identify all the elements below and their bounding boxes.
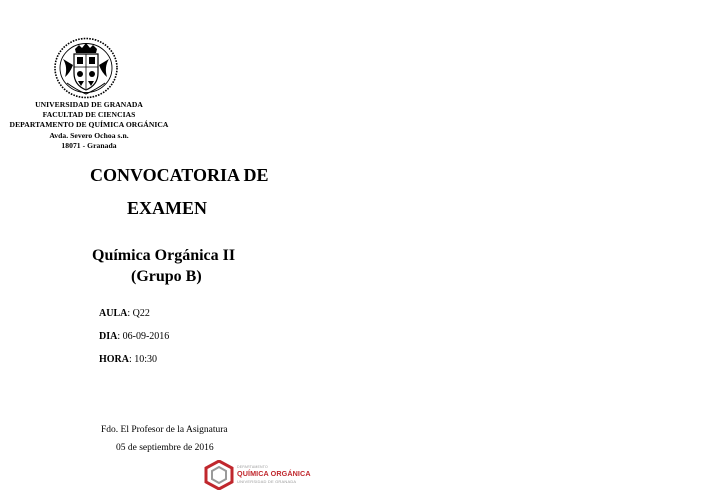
signature-date: 05 de septiembre de 2016: [116, 443, 214, 453]
department-logo: [203, 460, 313, 490]
dia-line: [99, 331, 169, 342]
university-seal-icon: [53, 37, 119, 99]
header-university: UNIVERSIDAD DE GRANADA: [35, 100, 143, 109]
page-title-line-2: EXAMEN: [127, 198, 207, 218]
aula-line: [99, 308, 150, 319]
logo-top-text: DEPARTAMENTO: [237, 465, 268, 469]
dia-label: DIA: [99, 331, 118, 342]
subject-group: (Grupo B): [131, 268, 202, 285]
subject-name: Química Orgánica II: [92, 247, 236, 264]
logo-brand-text: QUÍMICA ORGÁNICA: [237, 469, 311, 478]
hora-value: : 10:30: [129, 354, 158, 365]
header-department: DEPARTAMENTO DE QUÍMICA ORGÁNICA: [9, 120, 169, 130]
aula-value: : Q22: [127, 308, 150, 319]
hexagon-molecule-icon: [203, 460, 235, 490]
hora-label: HORA: [99, 354, 129, 365]
header-faculty: FACULTAD DE CIENCIAS: [42, 110, 136, 120]
signature-line: Fdo. El Profesor de la Asignatura: [101, 425, 228, 435]
header-address: Avda. Severo Ochoa s.n.: [49, 130, 129, 140]
aula-label: AULA: [99, 308, 128, 319]
dia-value: : 06-09-2016: [117, 331, 170, 342]
logo-bottom-text: UNIVERSIDAD DE GRANADA: [237, 479, 297, 484]
institution-header: [0, 100, 178, 151]
page-title-line-1: CONVOCATORIA DE: [90, 165, 269, 185]
hora-line: [99, 354, 157, 365]
header-postal-code: 18071 - Granada: [61, 140, 117, 150]
